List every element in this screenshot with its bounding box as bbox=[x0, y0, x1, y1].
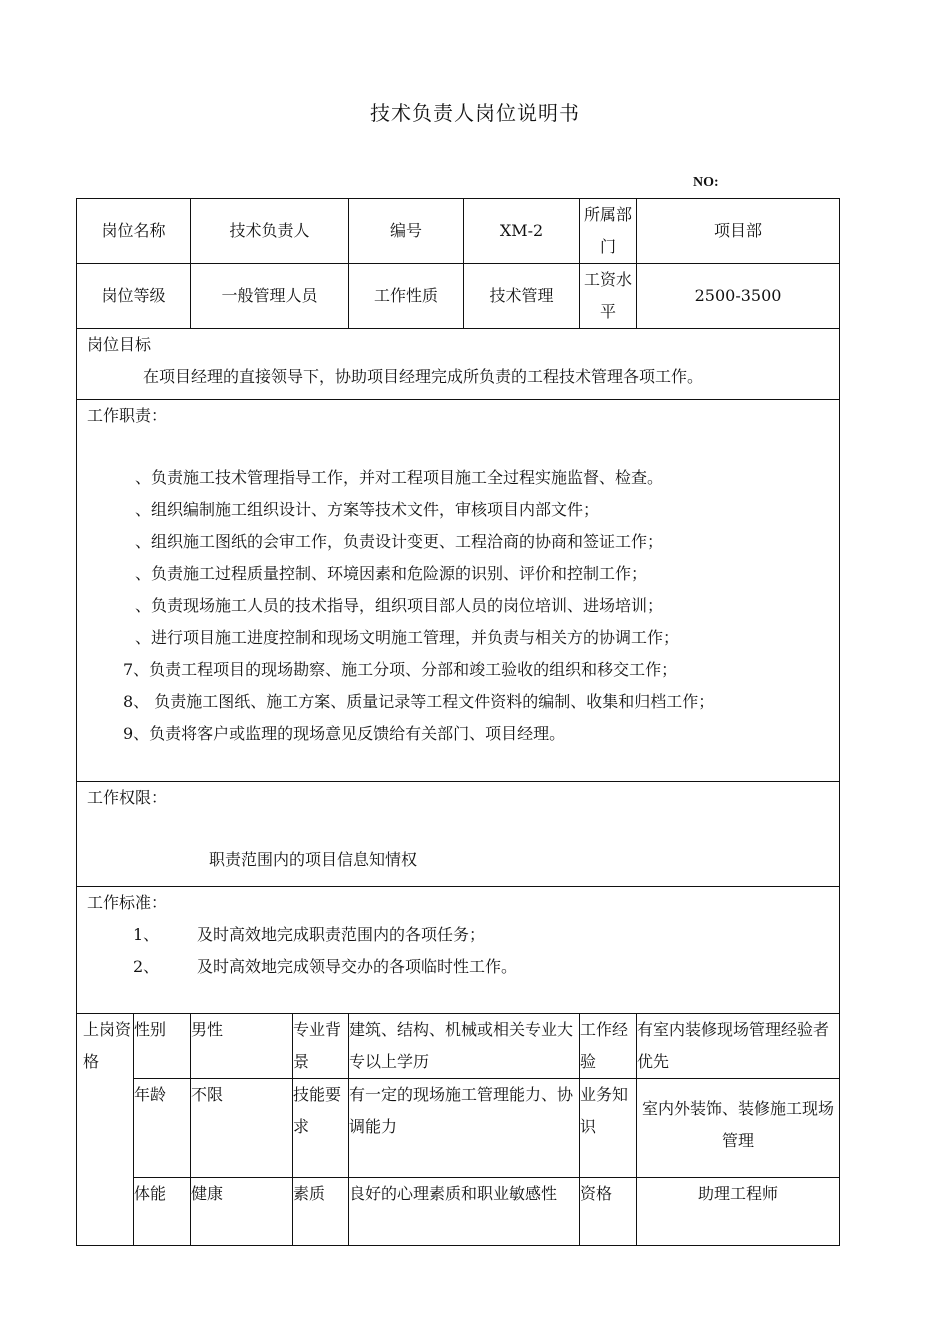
duty-item: 、进行项目施工进度控制和现场文明施工管理，并负责与相关方的协调工作； bbox=[135, 628, 680, 647]
job-description-table bbox=[76, 198, 840, 1246]
goal-section bbox=[77, 329, 840, 400]
document-title: 技术负责人岗位说明书 bbox=[370, 101, 580, 125]
duties-title: 工作职责： bbox=[87, 406, 168, 425]
duties-section bbox=[77, 400, 840, 782]
work-nature-label: 工作性质 bbox=[349, 264, 464, 329]
qual-value: 助理工程师 bbox=[637, 1178, 840, 1246]
qual-value: 有室内装修现场管理经验者优先 bbox=[637, 1014, 840, 1079]
duties-row bbox=[77, 400, 840, 782]
goal-row bbox=[77, 329, 840, 400]
qual-value: 健康 bbox=[191, 1178, 293, 1246]
qual-label: 性别 bbox=[134, 1014, 191, 1079]
position-name-label: 岗位名称 bbox=[77, 199, 191, 264]
authority-text: 职责范围内的项目信息知情权 bbox=[209, 850, 418, 869]
qual-label: 年龄 bbox=[134, 1079, 191, 1178]
authority-title: 工作权限： bbox=[87, 788, 168, 807]
qual-label: 体能 bbox=[134, 1178, 191, 1246]
qualification-row-1 bbox=[77, 1014, 840, 1079]
qual-value: 有一定的现场施工管理能力、协调能力 bbox=[349, 1079, 580, 1178]
position-level-label: 岗位等级 bbox=[77, 264, 191, 329]
qual-label: 素质 bbox=[293, 1178, 349, 1246]
work-nature-value: 技术管理 bbox=[464, 264, 580, 329]
qual-label: 资格 bbox=[580, 1178, 637, 1246]
authority-row bbox=[77, 782, 840, 887]
qual-value: 男性 bbox=[191, 1014, 293, 1079]
qual-label: 专业背景 bbox=[293, 1014, 349, 1079]
qual-value: 不限 bbox=[191, 1079, 293, 1178]
standard-number: 2、 bbox=[133, 957, 160, 976]
duty-item: 、组织施工图纸的会审工作，负责设计变更、工程洽商的协商和签证工作； bbox=[135, 532, 664, 551]
header-row-2 bbox=[77, 264, 840, 329]
duty-item: 、负责施工技术管理指导工作，并对工程项目施工全过程实施监督、检查。 bbox=[135, 468, 664, 487]
qualification-row-2 bbox=[77, 1079, 840, 1178]
duty-item: 、负责施工过程质量控制、环境因素和危险源的识别、评价和控制工作； bbox=[135, 564, 648, 583]
header-row-1 bbox=[77, 199, 840, 264]
qual-label: 工作经验 bbox=[580, 1014, 637, 1079]
qual-value: 良好的心理素质和职业敏感性 bbox=[349, 1178, 580, 1246]
standard-item bbox=[87, 951, 839, 983]
goal-title: 岗位目标 bbox=[87, 335, 152, 354]
department-value: 项目部 bbox=[637, 199, 840, 264]
duty-item: 、组织编制施工组织设计、方案等技术文件，审核项目内部文件； bbox=[135, 500, 600, 519]
salary-label: 工资水平 bbox=[580, 264, 637, 329]
qualification-row-3 bbox=[77, 1178, 840, 1246]
goal-text: 在项目经理的直接领导下，协助项目经理完成所负责的工程技术管理各项工作。 bbox=[143, 367, 704, 386]
standard-text: 及时高效地完成职责范围内的各项任务； bbox=[197, 925, 486, 944]
department-label: 所属部门 bbox=[580, 199, 637, 264]
qual-value: 室内外装饰、装修施工现场管理 bbox=[637, 1079, 840, 1178]
standard-text: 及时高效地完成领导交办的各项临时性工作。 bbox=[197, 957, 518, 976]
duty-item: 、负责现场施工人员的技术指导，组织项目部人员的岗位培训、进场培训； bbox=[135, 596, 664, 615]
qualification-title: 上岗资格 bbox=[77, 1014, 134, 1246]
salary-value: 2500-3500 bbox=[637, 264, 840, 329]
authority-section bbox=[77, 782, 840, 887]
standards-title: 工作标准： bbox=[87, 893, 168, 912]
code-value: XM-2 bbox=[464, 199, 580, 264]
qual-label: 业务知识 bbox=[580, 1079, 637, 1178]
standard-number: 1、 bbox=[133, 925, 160, 944]
duty-item: 9、负责将客户或监理的现场意见反馈给有关部门、项目经理。 bbox=[123, 724, 566, 743]
duty-item: 7、负责工程项目的现场勘察、施工分项、分部和竣工验收的组织和移交工作； bbox=[123, 660, 678, 679]
document-number-label: NO: bbox=[693, 175, 719, 190]
qual-label: 技能要求 bbox=[293, 1079, 349, 1178]
standard-item bbox=[87, 919, 839, 951]
code-label: 编号 bbox=[349, 199, 464, 264]
position-level-value: 一般管理人员 bbox=[191, 264, 349, 329]
standards-section bbox=[77, 887, 840, 1014]
standards-row bbox=[77, 887, 840, 1014]
duties-list bbox=[87, 462, 839, 766]
position-name-value: 技术负责人 bbox=[191, 199, 349, 264]
duty-item: 8、 负责施工图纸、施工方案、质量记录等工程文件资料的编制、收集和归档工作； bbox=[123, 692, 715, 711]
qual-value: 建筑、结构、机械或相关专业大专以上学历 bbox=[349, 1014, 580, 1079]
